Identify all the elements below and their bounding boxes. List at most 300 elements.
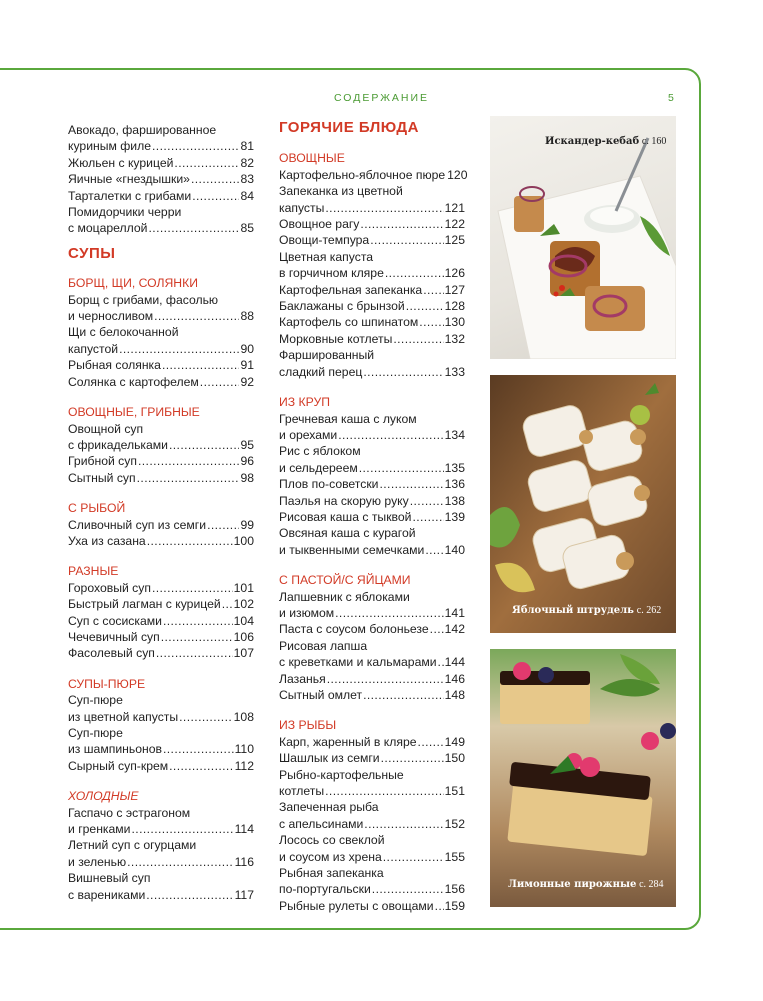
toc-entry-row (279, 898, 465, 914)
dot-leader (325, 200, 443, 216)
toc-entry (279, 249, 465, 282)
toc-entry (279, 767, 465, 800)
toc-entry-page: 128 (444, 299, 465, 314)
toc-entry-title: Сытный суп (68, 470, 136, 485)
toc-entry-title: Овощи-темпура (279, 233, 370, 248)
toc-entry-page: 108 (233, 709, 254, 724)
dot-leader (169, 758, 233, 774)
toc-entry-title: Паэлья на скорую руку (279, 493, 409, 508)
toc-column-1 (68, 122, 254, 903)
toc-entry-line: Рыбно-картофельные (279, 767, 404, 782)
toc-entry-row (279, 509, 465, 525)
toc-entry-page: 148 (444, 688, 465, 702)
dot-leader (372, 881, 444, 897)
toc-entry-title: Суп с сосисками (68, 613, 162, 628)
toc-entry-line: Щи с белокочанной (68, 325, 179, 340)
toc-entry-title: сладкий перец (279, 364, 363, 379)
toc-entry (279, 493, 465, 509)
toc-entry (68, 645, 254, 661)
dot-leader (179, 709, 233, 725)
photo-iskander-kebab (490, 116, 676, 359)
toc-entry-page: 156 (444, 882, 465, 897)
toc-chapter-heading: ГОРЯЧИЕ БЛЮДА (279, 119, 419, 136)
toc-entry-page: 90 (240, 341, 254, 356)
toc-entry-title: куриным филе (68, 139, 151, 154)
dot-leader (418, 734, 444, 750)
toc-entry-title: по-португальски (279, 882, 371, 897)
toc-entry-title: из цветной капусты (68, 709, 179, 724)
toc-entry (279, 411, 465, 444)
toc-entry-title: с креветками и кальмарами (279, 655, 437, 670)
toc-entry-page: 81 (240, 139, 254, 154)
toc-entry-row (279, 542, 465, 558)
toc-entry-page: 132 (444, 331, 465, 346)
toc-entry-row (279, 476, 465, 492)
toc-entry (279, 347, 465, 380)
photo-caption (545, 136, 666, 147)
dot-leader (152, 580, 233, 596)
toc-entry-page: 85 (240, 221, 254, 236)
toc-entry-page: 99 (240, 517, 254, 532)
toc-entry (68, 204, 254, 237)
toc-entry (279, 509, 465, 525)
dot-leader (156, 645, 233, 661)
toc-entry-line: Авокадо, фаршированное (68, 123, 217, 137)
toc-entry-title: Картофельная запеканка (279, 282, 423, 297)
toc-entry-line: Гречневая каша с луком (279, 411, 417, 426)
toc-entry-title: Сытный омлет (279, 688, 363, 702)
dot-leader (162, 357, 240, 373)
toc-entry-row (279, 621, 465, 637)
caption-page: с. 262 (636, 605, 662, 616)
toc-entry-row (279, 849, 465, 865)
toc-entry-row (279, 167, 468, 183)
toc-entry (279, 865, 465, 898)
dot-leader (381, 750, 444, 766)
dot-leader (385, 265, 444, 281)
toc-entry-title: Сырный суп-крем (68, 758, 169, 773)
dot-leader (149, 220, 240, 236)
toc-entry-title: Картофельно-яблочное пюре (279, 167, 446, 182)
toc-entry-title: и изюмом (279, 605, 335, 620)
toc-entry (279, 687, 465, 703)
toc-entry (279, 443, 465, 476)
caption-page: с. 284 (639, 879, 664, 890)
toc-entry-title: котлеты (279, 784, 325, 799)
toc-entry-row (68, 854, 254, 870)
toc-section-heading: ОВОЩНЫЕ, ГРИБНЫЕ (68, 405, 200, 420)
toc-entry-row (68, 613, 254, 629)
toc-entry-line: Цветная капуста (279, 249, 374, 264)
toc-entry-row (279, 265, 465, 281)
toc-entry-page: 136 (444, 477, 465, 492)
toc-entry-title: Уха из сазана (68, 533, 146, 548)
toc-entry-page: 112 (234, 758, 254, 773)
toc-entry-title: с моцареллой (68, 221, 148, 236)
toc-entry-row (68, 741, 254, 757)
toc-entry-row (68, 437, 254, 453)
dot-leader (419, 314, 443, 330)
toc-entry-title: Жюльен с курицей (68, 155, 174, 170)
dot-leader (163, 613, 233, 629)
dot-leader (119, 341, 239, 357)
toc-entry-row (68, 220, 254, 236)
photo-caption (508, 879, 664, 890)
toc-entry (68, 517, 254, 533)
toc-entry-row (279, 493, 465, 509)
dot-leader (163, 741, 234, 757)
toc-entry-title: Рыбные рулеты с овощами (279, 898, 434, 913)
dot-leader (169, 437, 239, 453)
toc-entry (279, 314, 465, 330)
toc-entry (68, 453, 254, 469)
toc-entry-line: Лапшевник с яблоками (279, 589, 410, 604)
toc-entry-line: Вишневый суп (68, 871, 151, 886)
dot-leader (154, 308, 239, 324)
dot-leader (192, 188, 239, 204)
dot-leader (383, 849, 444, 865)
toc-entry (68, 155, 254, 171)
toc-entry-row (68, 629, 254, 645)
toc-entry-line: Борщ с грибами, фасолью (68, 292, 219, 307)
toc-entry-title: капусты (279, 200, 325, 215)
toc-entry-page: 141 (444, 605, 465, 620)
toc-entry (279, 183, 465, 216)
toc-entry-page: 96 (240, 454, 254, 469)
dot-leader (146, 887, 233, 903)
toc-entry-row (68, 453, 254, 469)
toc-entry-page: 150 (444, 751, 465, 766)
dot-leader (359, 460, 444, 476)
toc-entry-line: Запеканка из цветной (279, 184, 403, 199)
dot-leader (364, 816, 443, 832)
dot-leader (338, 427, 443, 443)
toc-entry-row (68, 758, 254, 774)
toc-entry (279, 799, 465, 832)
dot-leader (363, 364, 443, 380)
toc-entry-title: Яичные «гнездышки» (68, 172, 190, 187)
toc-entry-title: и гренками (68, 822, 131, 837)
dot-leader (406, 298, 444, 314)
toc-entry-row (279, 734, 465, 750)
toc-entry (279, 216, 465, 232)
dot-leader (335, 605, 444, 621)
toc-entry (68, 580, 254, 596)
toc-entry-title: Тарталетки с грибами (68, 188, 192, 203)
toc-entry (68, 357, 254, 373)
toc-entry-page: 125 (444, 233, 465, 248)
toc-entry (68, 613, 254, 629)
toc-entry-row (279, 314, 465, 330)
toc-entry-title: капустой (68, 341, 119, 356)
caption-page: с. 160 (641, 136, 667, 147)
toc-entry (279, 734, 465, 750)
toc-entry-row (68, 470, 254, 486)
toc-entry-row (68, 138, 254, 154)
dot-leader (393, 331, 443, 347)
toc-entry-row (68, 171, 254, 187)
dot-leader (137, 470, 240, 486)
toc-entry-line: Фаршированный (279, 348, 375, 363)
toc-entry-page: 114 (234, 822, 254, 837)
toc-entry-line: Овсяная каша с курагой (279, 526, 416, 541)
caption-dish-name: Яблочный штрудель (512, 605, 634, 616)
dot-leader (327, 671, 444, 687)
toc-entry-page: 122 (444, 217, 465, 232)
dot-leader (370, 232, 443, 248)
toc-entry-page: 135 (444, 460, 465, 475)
toc-entry (68, 596, 254, 612)
page-title: СОДЕРЖАНИЕ (333, 92, 430, 104)
toc-entry-page: 91 (240, 358, 254, 373)
toc-entry-row (68, 308, 254, 324)
toc-entry-line: Помидорчики черри (68, 205, 182, 220)
toc-entry-title: Солянка с картофелем (68, 374, 199, 389)
toc-entry-title: Гороховый суп (68, 580, 151, 595)
toc-entry-page: 117 (234, 887, 254, 902)
toc-entry-title: и соусом из хрена (279, 849, 382, 864)
toc-entry-row (68, 596, 254, 612)
toc-entry-title: Паста с соусом болоньезе (279, 622, 429, 637)
toc-entry-page: 155 (444, 849, 465, 864)
kebab-illustration (490, 116, 676, 359)
toc-entry-title: и черносливом (68, 309, 154, 324)
toc-entry (68, 421, 254, 454)
toc-entry-title: Лазанья (279, 671, 326, 686)
toc-entry-row (68, 533, 254, 549)
toc-entry (68, 324, 254, 357)
toc-entry-row (279, 881, 465, 897)
toc-entry-title: Сливочный суп из семги (68, 517, 207, 532)
toc-entry (68, 870, 254, 903)
toc-entry-page: 130 (444, 315, 465, 330)
toc-entry-line: Суп-пюре (68, 726, 123, 740)
toc-entry (279, 621, 465, 637)
toc-entry-title: в горчичном кляре (279, 266, 384, 281)
toc-entry-page: 139 (444, 509, 465, 524)
toc-entry-page: 159 (444, 898, 465, 913)
toc-entry-row (68, 887, 254, 903)
dot-leader (152, 138, 239, 154)
toc-entry (68, 758, 254, 774)
toc-entry-row (279, 427, 465, 443)
toc-entry-row (279, 216, 465, 232)
toc-entry-page: 95 (240, 437, 254, 452)
caption-dish-name: Лимонные пирожные (508, 879, 637, 890)
toc-column-2 (279, 119, 468, 914)
toc-chapter-heading: СУПЫ (68, 244, 116, 262)
toc-entry-row (279, 232, 465, 248)
toc-entry-row (279, 200, 465, 216)
toc-entry (68, 188, 254, 204)
strudel-illustration (490, 375, 676, 633)
toc-entry-title: Рисовая каша с тыквой (279, 509, 412, 524)
toc-entry-row (68, 155, 254, 171)
toc-entry-row (279, 750, 465, 766)
toc-entry-page: 149 (444, 734, 465, 749)
dot-leader (191, 171, 239, 187)
toc-entry-row (279, 816, 465, 832)
toc-entry-row (279, 331, 465, 347)
toc-entry (279, 167, 468, 183)
toc-section-heading: СУПЫ-ПЮРЕ (68, 676, 146, 691)
toc-entry-row (68, 645, 254, 661)
toc-entry (279, 638, 465, 671)
dot-leader (438, 654, 444, 670)
toc-entry (68, 837, 254, 870)
dot-leader (435, 898, 444, 914)
dot-leader (423, 282, 443, 298)
toc-entry-line: Летний суп с огурцами (68, 838, 197, 853)
toc-entry-page: 98 (240, 470, 254, 485)
toc-entry-title: из шампиньонов (68, 742, 162, 757)
toc-entry-row (68, 709, 254, 725)
toc-section-heading: РАЗНЫЕ (68, 564, 119, 579)
toc-entry-title: Грибной суп (68, 454, 137, 469)
toc-entry-row (68, 374, 254, 390)
toc-entry (279, 476, 465, 492)
toc-section-heading: ОВОЩНЫЕ (279, 151, 345, 166)
toc-entry-page: 101 (233, 580, 254, 595)
toc-entry-title: Рыбная солянка (68, 358, 161, 373)
toc-entry-row (68, 517, 254, 533)
dot-leader (207, 517, 239, 533)
toc-entry-title: с фрикадельками (68, 437, 168, 452)
toc-entry-row (279, 687, 465, 703)
toc-entry-title: Баклажаны с брынзой (279, 299, 405, 314)
dot-leader (161, 629, 233, 645)
toc-entry-title: Фасолевый суп (68, 646, 155, 661)
toc-entry-title: и тыквенными семечками (279, 542, 425, 557)
toc-entry-page: 140 (444, 542, 465, 557)
toc-entry-page: 92 (240, 374, 254, 389)
dot-leader (379, 476, 443, 492)
toc-entry-title: с варениками (68, 887, 146, 902)
toc-entry-line: Лосось со свеклой (279, 833, 385, 848)
toc-entry (279, 832, 465, 865)
toc-entry-row (68, 341, 254, 357)
toc-entry (68, 470, 254, 486)
page-number: 5 (668, 92, 674, 104)
toc-entry (68, 292, 254, 325)
toc-entry (68, 805, 254, 838)
toc-entry-page: 127 (444, 282, 465, 297)
toc-entry-page: 82 (240, 155, 254, 170)
dot-leader (222, 596, 233, 612)
toc-entry (279, 331, 465, 347)
toc-entry-page: 144 (444, 655, 465, 670)
toc-entry-title: и орехами (279, 427, 338, 442)
toc-entry (279, 282, 465, 298)
dot-leader (412, 509, 443, 525)
toc-entry-row (279, 783, 465, 799)
dot-leader (360, 216, 443, 232)
toc-entry-title: и сельдереем (279, 460, 358, 475)
toc-entry-page: 83 (240, 172, 254, 187)
toc-entry-page: 107 (233, 646, 254, 661)
dot-leader (138, 453, 239, 469)
toc-entry (279, 525, 465, 558)
toc-entry-row (279, 460, 465, 476)
toc-entry-page: 126 (444, 266, 465, 281)
toc-entry (68, 725, 254, 758)
toc-entry-title: Шашлык из семги (279, 751, 380, 766)
toc-entry (68, 533, 254, 549)
photo-apple-strudel (490, 375, 676, 633)
toc-entry-row (279, 654, 465, 670)
toc-entry-row (279, 282, 465, 298)
dot-leader (325, 783, 444, 799)
toc-section-heading: БОРЩ, ЩИ, СОЛЯНКИ (68, 276, 198, 291)
toc-section-heading: ИЗ РЫБЫ (279, 718, 337, 733)
toc-entry-page: 121 (444, 200, 465, 215)
toc-entry (279, 750, 465, 766)
toc-entry-page: 152 (444, 816, 465, 831)
toc-entry-row (279, 671, 465, 687)
toc-entry-page: 110 (234, 742, 254, 757)
toc-entry-row (68, 580, 254, 596)
toc-entry (68, 122, 254, 155)
caption-dish-name: Искандер-кебаб (545, 136, 640, 147)
toc-entry-line: Суп-пюре (68, 693, 123, 708)
toc-entry-page: 134 (444, 427, 465, 442)
toc-entry-page: 106 (233, 629, 254, 644)
toc-entry-page: 138 (444, 493, 465, 508)
toc-entry-page: 151 (444, 784, 465, 799)
toc-entry-title: Быстрый лагман с курицей (68, 597, 221, 612)
toc-entry-page: 120 (447, 167, 468, 182)
toc-entry-title: и зеленью (68, 854, 127, 869)
photo-lemon-cakes (490, 649, 676, 907)
toc-entry-row (279, 364, 465, 380)
toc-entry-page: 102 (233, 597, 254, 612)
toc-section-heading: С ПАСТОЙ/С ЯЙЦАМИ (279, 573, 411, 588)
toc-entry-row (68, 357, 254, 373)
toc-entry (279, 298, 465, 314)
toc-entry (68, 171, 254, 187)
toc-entry (68, 629, 254, 645)
dot-leader (174, 155, 239, 171)
dot-leader (147, 533, 233, 549)
toc-entry-title: Карп, жаренный в кляре (279, 734, 417, 749)
toc-entry-row (68, 188, 254, 204)
dot-leader (132, 821, 234, 837)
toc-entry-line: Рыбная запеканка (279, 866, 384, 881)
dot-leader (127, 854, 233, 870)
dot-leader (425, 542, 443, 558)
toc-entry-title: Картофель со шпинатом (279, 315, 419, 330)
dot-leader (430, 621, 444, 637)
toc-section-heading: С РЫБОЙ (68, 501, 126, 516)
toc-section-heading: ИЗ КРУП (279, 395, 330, 410)
toc-entry-page: 100 (233, 533, 254, 548)
toc-entry-title: Чечевичный суп (68, 629, 160, 644)
dot-leader (200, 374, 240, 390)
cakes-illustration (490, 649, 676, 907)
dot-leader (363, 687, 444, 703)
toc-entry (279, 589, 465, 622)
toc-entry-line: Запеченная рыба (279, 800, 379, 815)
toc-entry-title: Морковные котлеты (279, 331, 393, 346)
toc-entry (279, 898, 465, 914)
toc-entry-page: 84 (240, 188, 254, 203)
toc-entry-title: с апельсинами (279, 816, 364, 831)
toc-entry-row (68, 821, 254, 837)
toc-entry-row (279, 605, 465, 621)
toc-entry-row (279, 298, 465, 314)
toc-entry-page: 133 (444, 364, 465, 379)
toc-entry (279, 671, 465, 687)
